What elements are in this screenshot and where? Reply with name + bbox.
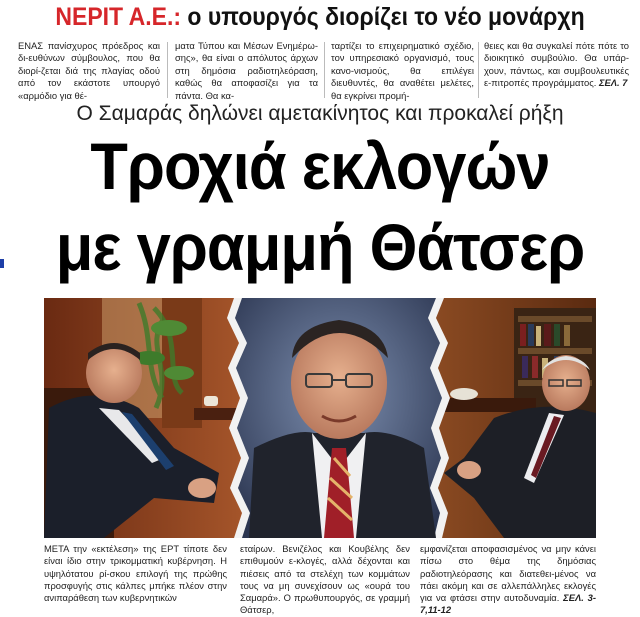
article-column-2: ματα Τύπου και Μέσων Ενημέρω-σης», θα είναι ο απόλυτος άρχων στη δημόσια ραδιοτηλεόραση, καθώς θα αποφασίζει για τα πάντα. Θα κα-: [175, 40, 318, 101]
caption-column-2: εταίρων. Βενιζέλος και Κουβέλης δεν επιθυμούν ε-κλογές, αλλά δέχονται και πιέσεις από τα στελέχη των κομμάτων τους να μη συνεχίσουν ως «ουρά του Σαμαρά». Ο πρωθυπουργός, σε γραμμή Θάτσερ,: [240, 543, 410, 616]
top-headline: [26, 2, 615, 32]
photo-collage: [44, 298, 596, 538]
edge-marker: [0, 259, 4, 268]
page-reference: ΣΕΛ. 3-7,11-12: [420, 592, 596, 616]
center-photo: [227, 298, 450, 538]
column-divider: [324, 42, 325, 98]
article-column-4: [484, 40, 629, 100]
article-column-4-text: θειες και θα συγκαλεί πότε πότε το διοικητικό συμβούλιο. Θα υπάρ-χουν, πάντως, και συμβουλευτικές ε-πιτροπές προγράμματος.: [484, 40, 629, 89]
caption-column-3: [420, 543, 596, 616]
page-reference: ΣΕΛ. 7: [598, 77, 628, 89]
main-headline-line-2: με γραμμή Θάτσερ: [55, 210, 585, 284]
right-photo: [436, 298, 596, 538]
main-headline-line-1: Τροχιά εκλογών: [90, 129, 550, 203]
caption-column-1: ΜΕΤΑ την «εκτέλεση» της ΕΡΤ τίποτε δεν είναι ίδιο στην τρικομματική κυβέρνηση. Η υψηλότατου ρί-σκου επιλογή της πρώθης προσφυγής στις κάλπες μπήκε πλέον στην ανιπαράθεση των κυβερνητικών: [44, 543, 227, 604]
article-column-1: ΕΝΑΣ πανίσχυρος πρόεδρος και δι-ευθύνων σύμβουλος, που θα διορί-ζεται διά της πλαγίας οδού από τον εκάστοτε υπουργό «αρμόδιο για θέ-: [18, 40, 160, 101]
kicker-subheadline: Ο Σαμαράς δηλώνει αμετακίνητος και προκαλεί ρήξη: [76, 102, 564, 125]
top-headline-text: ο υπουργός διορίζει το νέο μονάρχη: [181, 3, 585, 31]
column-divider: [167, 42, 168, 98]
caption-column-3-text: εμφανίζεται αποφασισμένος να μην κάνει πίσω στο θέμα της δημόσιας ραδιοτηλεόρασης και διατεθει-μένος να πάει ακόμη και σε αλλεπάλληλες εκλογές για να φτάσει στην αυτοδυναμία.: [420, 543, 596, 604]
left-photo: [44, 298, 244, 538]
photo-collage-art: [44, 298, 596, 538]
article-column-3: ταρτίζει το επιχειρηματικό σχέδιο, τον υπηρεσιακό οργανισμό, τους κανο-νισμούς, θα επιλέγει διευθυντές, θα αναθέτει μελέτες, θα εγκρίνει προμή-: [331, 40, 474, 101]
top-headline-prefix: ΝΕΡΙΤ Α.Ε.:: [55, 3, 182, 31]
column-divider: [478, 42, 479, 98]
